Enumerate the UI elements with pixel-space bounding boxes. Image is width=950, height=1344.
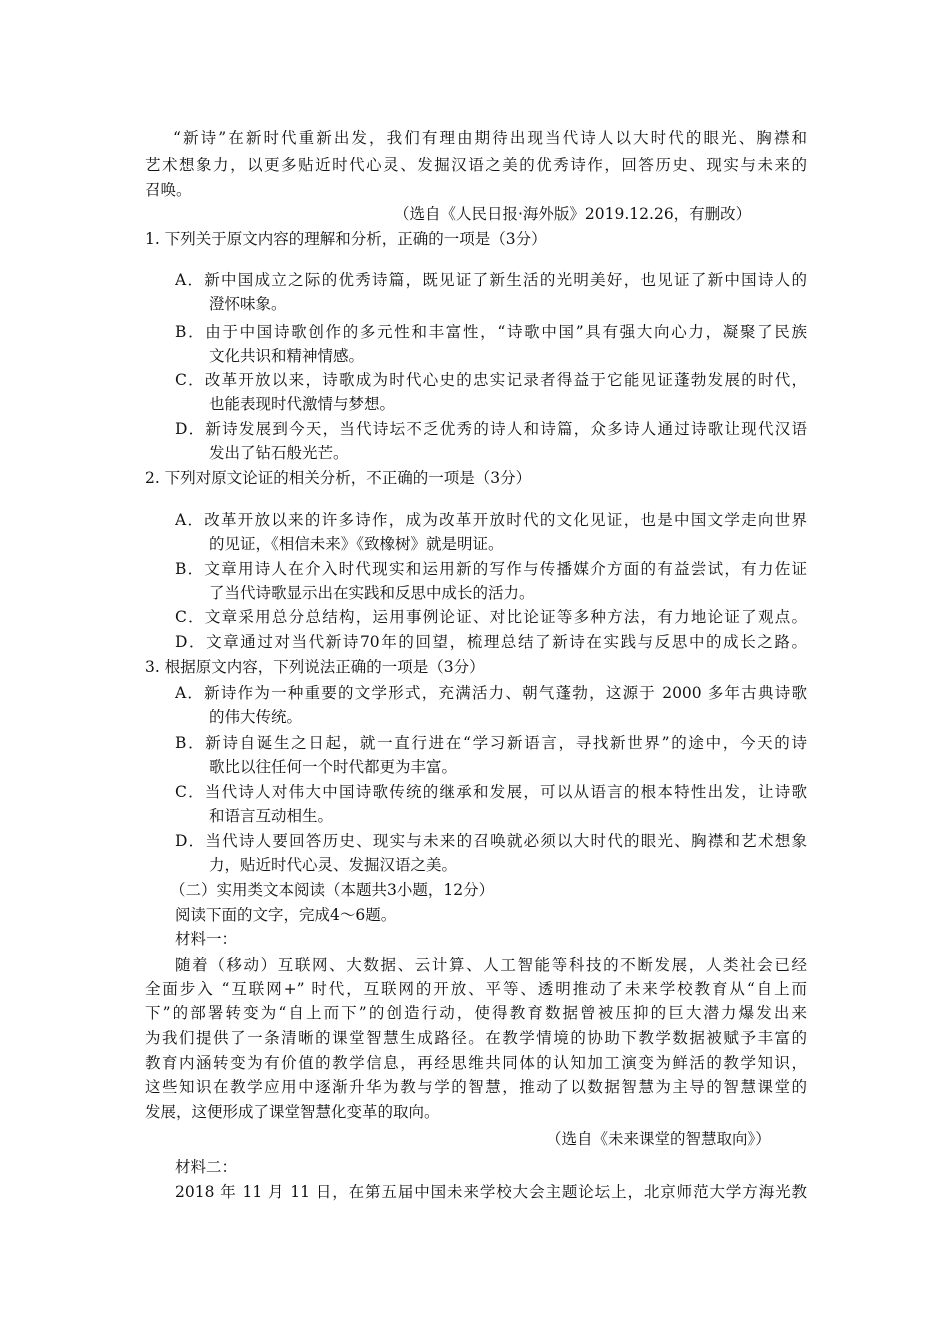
section-heading: （二）实用类文本阅读（本题共3小题，12分） [170,881,495,899]
material-1-source: （选自《未来课堂的智慧取向》） [546,1130,771,1148]
q1-option-c: C．改革开放以来，诗歌成为时代心史的忠实记录者得益于它能见证蓬勃发展的时代， [175,371,807,389]
q1-option-b: B．由于中国诗歌创作的多元性和丰富性，“诗歌中国”具有强大向心力，凝聚了民族 [175,323,807,341]
material-2-line-1: 2018 年 11 月 11 日，在第五届中国未来学校大会主题论坛上，北京师范大学方海光教 [175,1183,807,1201]
q1-option-a-cont: 澄怀味象。 [209,295,287,313]
material-1-line-6: 这些知识在教学应用中逐渐升华为教与学的智慧，推动了以数据智慧为主导的智慧课堂的 [145,1078,807,1096]
question-2-stem: 2. 下列对原文论证的相关分析，不正确的一项是（3分） [145,469,532,487]
material-1-line-5: 教育内涵转变为有价值的教学信息，再经思维共同体的认知加工演变为鲜活的教学知识， [145,1054,807,1072]
question-1-stem: 1. 下列关于原文内容的理解和分析，正确的一项是（3分） [145,230,547,248]
material-1-line-7: 发展，这便形成了课堂智慧化变革的取向。 [145,1103,440,1121]
material-1-line-1: 随着（移动）互联网、大数据、云计算、人工智能等科技的不断发展，人类社会已经 [175,956,807,974]
q2-option-d: D．文章通过对当代新诗70年的回望，梳理总结了新诗在实践与反思中的成长之路。 [175,633,807,651]
q1-option-d-cont: 发出了钻石般光芒。 [209,444,349,462]
q2-option-a-cont: 的见证，《相信未来》《致橡树》就是明证。 [209,535,504,553]
q2-option-b: B．文章用诗人在介入时代现实和运用新的写作与传播媒介方面的有益尝试，有力佐证 [175,560,807,578]
q3-option-b: B．新诗自诞生之日起，就一直行进在“学习新语言，寻找新世界”的途中，今天的诗 [175,734,807,752]
q1-option-a: A．新中国成立之际的优秀诗篇，既见证了新生活的光明美好，也见证了新中国诗人的 [175,271,807,289]
q3-option-d-cont: 力，贴近时代心灵、发掘汉语之美。 [209,856,458,874]
question-3-stem: 3. 根据原文内容，下列说法正确的一项是（3分） [145,658,485,676]
passage-line-2: 艺术想象力，以更多贴近时代心灵、发掘汉语之美的优秀诗作，回答历史、现实与未来的 [145,156,807,174]
passage-line-3: 召唤。 [145,181,192,199]
material-1-line-2: 全面步入 “互联网+” 时代，互联网的开放、平等、透明推动了未来学校教育从“自上而 [145,980,807,998]
passage-line-1: “新诗”在新时代重新出发，我们有理由期待出现当代诗人以大时代的眼光、胸襟和 [173,129,807,147]
material-1-label: 材料一： [175,930,238,948]
q1-option-b-cont: 文化共识和精神情感。 [209,347,365,365]
material-1-line-4: 为我们提供了一条清晰的课堂智慧生成路径。在教学情境的协助下教学数据被赋予丰富的 [145,1029,807,1047]
q2-option-c: C．文章采用总分总结构，运用事例论证、对比论证等多种方法，有力地论证了观点。 [175,608,807,626]
q3-option-a-cont: 的伟大传统。 [209,708,303,726]
q3-option-c-cont: 和语言互动相生。 [209,807,334,825]
passage-source: （选自《人民日报·海外版》2019.12.26，有删改） [394,205,752,223]
q3-option-d: D．当代诗人要回答历史、现实与未来的召唤就必须以大时代的眼光、胸襟和艺术想象 [175,832,807,850]
q3-option-c: C．当代诗人对伟大中国诗歌传统的继承和发展，可以从语言的根本特性出发，让诗歌 [175,783,807,801]
q3-option-b-cont: 歌比以往任何一个时代都更为丰富。 [209,758,458,776]
q2-option-b-cont: 了当代诗歌显示出在实践和反思中成长的活力。 [209,584,535,602]
q1-option-d: D．新诗发展到今天，当代诗坛不乏优秀的诗人和诗篇，众多诗人通过诗歌让现代汉语 [175,420,807,438]
q1-option-c-cont: 也能表现时代激情与梦想。 [209,395,396,413]
q3-option-a: A．新诗作为一种重要的文学形式，充满活力、朝气蓬勃，这源于 2000 多年古典诗歌 [175,684,807,702]
section-instruction: 阅读下面的文字，完成4～6题。 [175,906,397,924]
material-2-label: 材料二： [175,1158,238,1176]
material-1-line-3: 下”的部署转变为“自上而下”的创造行动，使得教育数据曾被压抑的巨大潜力爆发出来 [145,1004,807,1022]
q2-option-a: A．改革开放以来的许多诗作，成为改革开放时代的文化见证，也是中国文学走向世界 [175,511,807,529]
